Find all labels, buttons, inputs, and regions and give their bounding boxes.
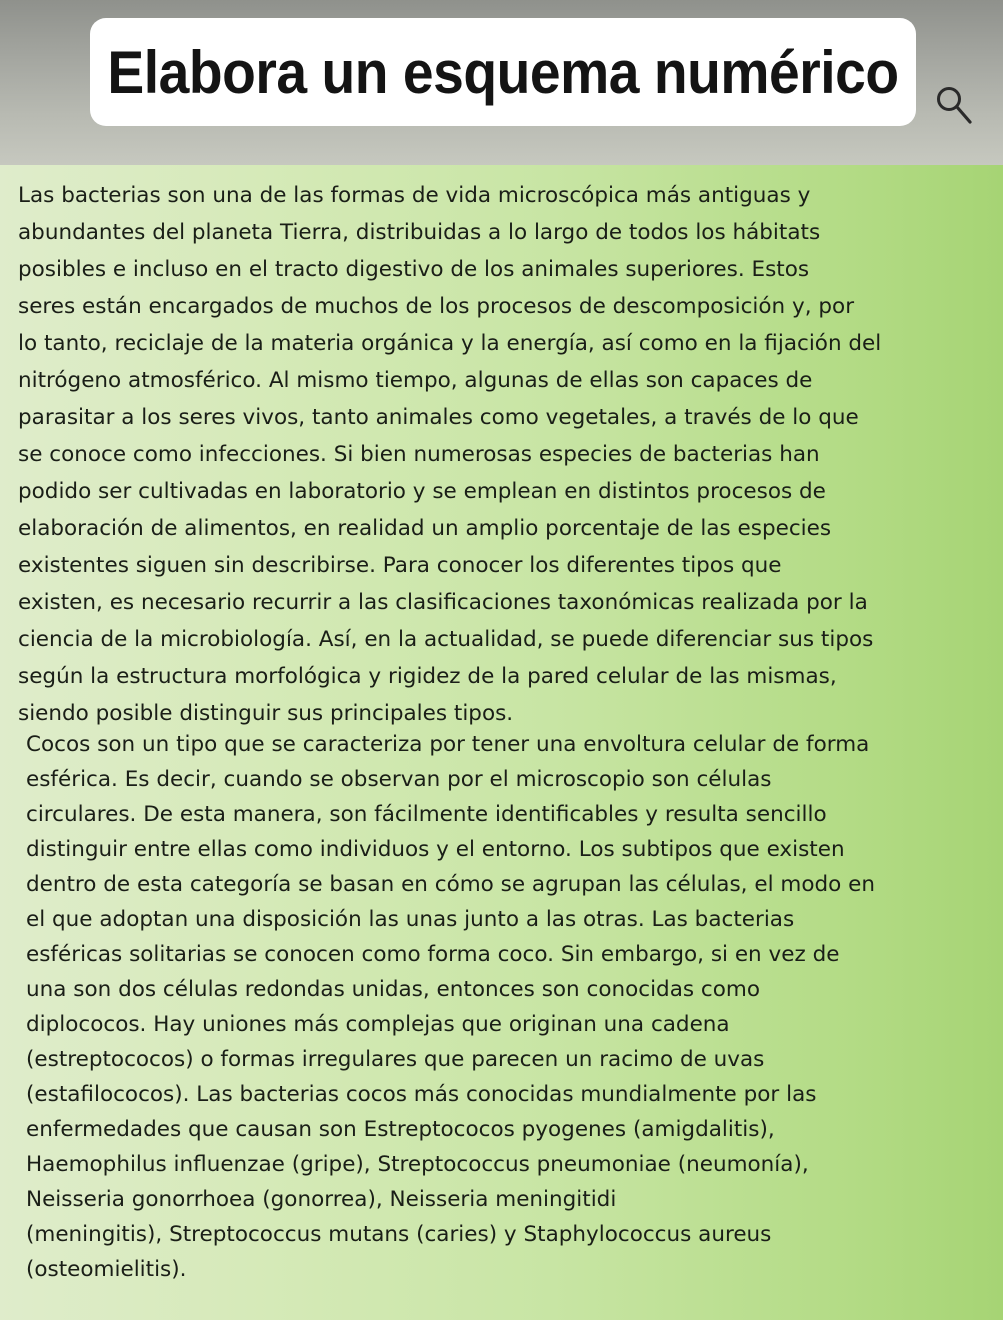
text-line: Cocos son un tipo que se caracteriza por tener una envoltura celular de forma [26, 732, 870, 757]
text-line: (estafilococos). Las bacterias cocos más conocidas mundialmente por las [26, 1082, 817, 1107]
page-title: Elabora un esquema numérico [107, 38, 899, 106]
text-line: (osteomielitis). [26, 1257, 187, 1282]
text-line: Neisseria gonorrhoea (gonorrea), Neisseria meningitidi [26, 1187, 617, 1212]
text-line: (estreptococos) o formas irregulares que parecen un racimo de uvas [26, 1047, 765, 1072]
text-line: podido ser cultivadas en laboratorio y se emplean en distintos procesos de [18, 479, 826, 504]
search-icon[interactable] [934, 84, 974, 126]
text-line: parasitar a los seres vivos, tanto animales como vegetales, a través de lo que [18, 405, 859, 430]
text-line: abundantes del planeta Tierra, distribuidas a lo largo de todos los hábitats [18, 220, 821, 245]
text-line: se conoce como infecciones. Si bien numerosas especies de bacterias han [18, 442, 820, 467]
text-line: distinguir entre ellas como individuos y el entorno. Los subtipos que existen [26, 837, 845, 862]
text-line: lo tanto, reciclaje de la materia orgánica y la energía, así como en la fijación del [18, 331, 882, 356]
text-line: esférica. Es decir, cuando se observan por el microscopio son células [26, 767, 772, 792]
text-line: enfermedades que causan son Estreptococos pyogenes (amigdalitis), [26, 1117, 775, 1142]
text-line: diplococos. Hay uniones más complejas que originan una cadena [26, 1012, 730, 1037]
text-line: esféricas solitarias se conocen como forma coco. Sin embargo, si en vez de [26, 942, 840, 967]
text-line: una son dos células redondas unidas, entonces son conocidas como [26, 977, 760, 1002]
text-line: elaboración de alimentos, en realidad un amplio porcentaje de las especies [18, 516, 832, 541]
text-line: (meningitis), Streptococcus mutans (caries) y Staphylococcus aureus [26, 1222, 772, 1247]
text-line: posibles e incluso en el tracto digestivo de los animales superiores. Estos [18, 257, 810, 282]
paragraph-2 [26, 727, 986, 1287]
text-line: nitrógeno atmosférico. Al mismo tiempo, algunas de ellas son capaces de [18, 368, 813, 393]
text-line: existen, es necesario recurrir a las clasificaciones taxonómicas realizada por la [18, 590, 868, 615]
text-line: según la estructura morfológica y rigidez de la pared celular de las mismas, [18, 664, 837, 689]
text-line: el que adoptan una disposición las unas junto a las otras. Las bacterias [26, 907, 795, 932]
text-line: Las bacterias son una de las formas de vida microscópica más antiguas y [18, 183, 811, 208]
paragraph-1 [18, 177, 998, 732]
title-box [90, 18, 916, 126]
text-line: siendo posible distinguir sus principales tipos. [18, 701, 514, 726]
text-line: dentro de esta categoría se basan en cómo se agrupan las células, el modo en [26, 872, 875, 897]
text-line: seres están encargados de muchos de los procesos de descomposición y, por [18, 294, 855, 319]
text-content [0, 165, 1003, 1320]
text-line: existentes siguen sin describirse. Para conocer los diferentes tipos que [18, 553, 782, 578]
text-line: circulares. De esta manera, son fácilmente identificables y resulta sencillo [26, 802, 827, 827]
text-line: ciencia de la microbiología. Así, en la actualidad, se puede diferenciar sus tipos [18, 627, 874, 652]
text-line: Haemophilus influenzae (gripe), Streptococcus pneumoniae (neumonía), [26, 1152, 809, 1177]
